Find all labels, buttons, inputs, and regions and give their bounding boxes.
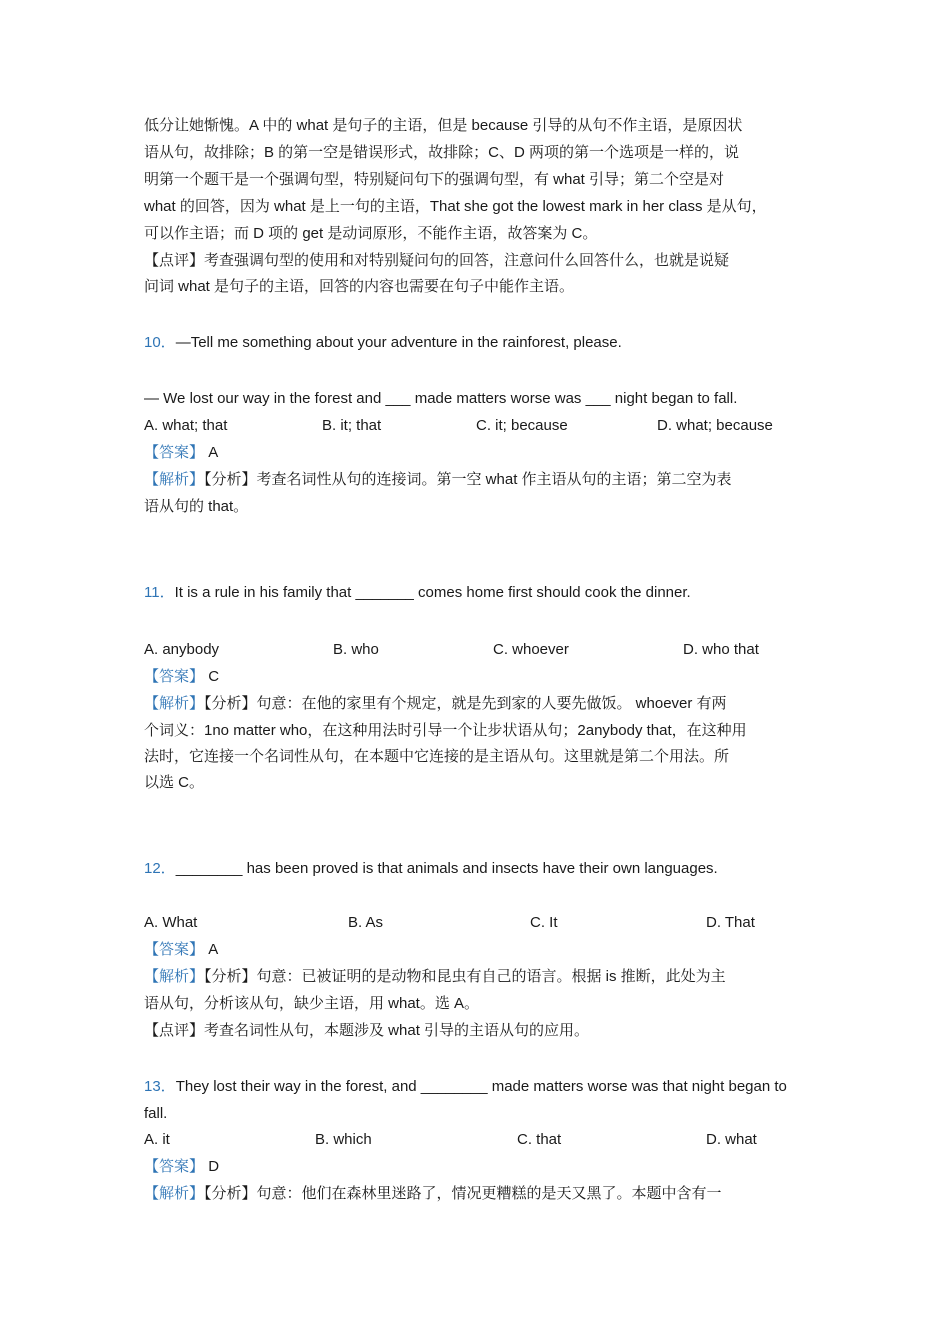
q11-analysis-line-2: 个词义：1no matter who，在这种用法时引导一个让步状语从句；2anybody that，在这种用 <box>144 722 747 739</box>
q10-answer <box>144 443 218 463</box>
intro-line-5: 可以作主语；而 D 项的 get 是动词原形，不能作主语，故答案为 C。 <box>144 225 598 242</box>
answer-label: 【答案】 <box>144 668 205 685</box>
q10-option-b: B. it; that <box>322 417 382 434</box>
q12-option-c: C. It <box>530 914 558 931</box>
q10-analysis-line-1 <box>144 470 732 490</box>
question-13-stem-cont: fall. <box>144 1105 168 1122</box>
answer-value: A <box>208 941 219 958</box>
intro-line-1: 低分让她惭愧。A 中的 what 是句子的主语，但是 because 引导的从句不作主语，是原因状 <box>144 117 743 134</box>
intro-comment-line-2: 问词 what 是句子的主语，回答的内容也需要在句子中能作主语。 <box>144 278 575 295</box>
q11-option-c: C. whoever <box>493 641 569 658</box>
question-text: ________ has been proved is that animals and insects have their own languages. <box>175 860 718 877</box>
analysis-label: 【解析】 <box>144 1185 205 1202</box>
question-13-stem <box>144 1077 787 1097</box>
analysis-label: 【解析】 <box>144 471 205 488</box>
question-text: —Tell me something about your adventure in the rainforest, please. <box>175 334 622 351</box>
question-number: 13． <box>144 1078 176 1095</box>
question-10-stem-2: — We lost our way in the forest and ___ made matters worse was ___ night began to fall. <box>144 390 738 407</box>
q13-analysis-line-1 <box>144 1184 722 1204</box>
q13-option-d: D. what <box>706 1131 757 1148</box>
q12-option-b: B. As <box>348 914 384 931</box>
q13-answer <box>144 1157 219 1177</box>
q11-answer <box>144 667 219 687</box>
q10-analysis-line-2: 语从句的 that。 <box>144 498 249 515</box>
analysis-text: 【分析】句意：在他的家里有个规定，就是先到家的人要先做饭。 whoever 有两 <box>204 695 727 712</box>
q10-option-a: A. what; that <box>144 417 228 434</box>
intro-line-2: 语从句，故排除；B 的第一空是错误形式，故排除；C、D 两项的第一个选项是一样的，说 <box>144 144 740 161</box>
q12-answer <box>144 940 218 960</box>
q13-option-b: B. which <box>315 1131 372 1148</box>
q11-analysis-line-1 <box>144 694 727 714</box>
comment-text: 考查强调句型的使用和对特别疑问句的回答，注意问什么回答什么，也就是说疑 <box>204 252 730 269</box>
q11-analysis-line-3: 法时，它连接一个名词性从句，在本题中它连接的是主语从句。这里就是第二个用法。所 <box>144 748 730 765</box>
comment-text: 考查名词性从句，本题涉及 what 引导的主语从句的应用。 <box>204 1022 590 1039</box>
q13-option-a: A. it <box>144 1131 170 1148</box>
comment-label: 【点评】 <box>144 1022 205 1039</box>
analysis-text: 【分析】考查名词性从句的连接词。第一空 what 作主语从句的主语；第二空为表 <box>204 471 732 488</box>
question-12-stem <box>144 859 718 879</box>
question-10-stem <box>144 333 622 353</box>
question-text: It is a rule in his family that _______ comes home first should cook the dinner. <box>174 584 691 601</box>
analysis-text: 【分析】句意：他们在森林里迷路了，情况更糟糕的是天又黑了。本题中含有一 <box>204 1185 722 1202</box>
answer-label: 【答案】 <box>144 941 205 958</box>
analysis-label: 【解析】 <box>144 968 205 985</box>
q13-option-c: C. that <box>517 1131 562 1148</box>
q10-option-d: D. what; because <box>657 417 773 434</box>
q11-analysis-line-4: 以选 C。 <box>144 774 205 791</box>
question-number: 11． <box>144 584 175 601</box>
q12-option-a: A. What <box>144 914 198 931</box>
q12-option-d: D. That <box>706 914 755 931</box>
analysis-text: 【分析】句意：已被证明的是动物和昆虫有自己的语言。根据 is 推断，此处为主 <box>204 968 726 985</box>
answer-label: 【答案】 <box>144 444 205 461</box>
answer-value: C <box>208 668 220 685</box>
q11-option-a: A. anybody <box>144 641 220 658</box>
intro-line-3: 明第一个题干是一个强调句型，特别疑问句下的强调句型，有 what 引导；第二个空是对 <box>144 171 725 188</box>
question-number: 10． <box>144 334 176 351</box>
question-11-stem <box>144 583 691 603</box>
intro-line-4: what 的回答，因为 what 是上一句的主语，That she got the lowest mark in her class 是从句， <box>144 198 767 215</box>
answer-value: D <box>208 1158 220 1175</box>
question-number: 12． <box>144 860 176 877</box>
analysis-label: 【解析】 <box>144 695 205 712</box>
q12-analysis-line-2: 语从句，分析该从句，缺少主语，用 what。选 A。 <box>144 995 480 1012</box>
q10-option-c: C. it; because <box>476 417 568 434</box>
comment-label: 【点评】 <box>144 252 205 269</box>
q11-option-d: D. who that <box>683 641 759 658</box>
q12-analysis-line-1 <box>144 967 726 987</box>
q11-option-b: B. who <box>333 641 379 658</box>
intro-comment-line-1 <box>144 251 729 271</box>
q12-comment <box>144 1021 589 1041</box>
answer-value: A <box>208 444 219 461</box>
answer-label: 【答案】 <box>144 1158 205 1175</box>
question-text: They lost their way in the forest, and ________ made matters worse was that night began to <box>175 1078 787 1095</box>
